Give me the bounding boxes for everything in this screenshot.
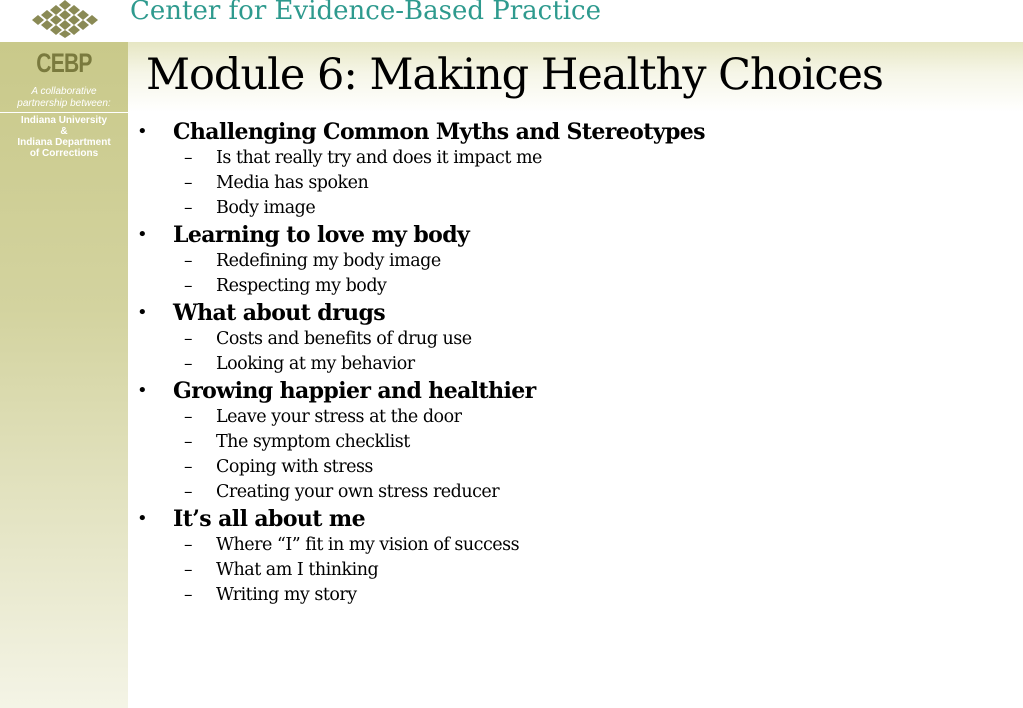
topic-item: [137, 377, 997, 505]
subtopic-label: Leave your stress at the door: [216, 407, 462, 427]
subtopic-item: [137, 171, 997, 196]
subtopic-label: Is that really try and does it impact me: [216, 148, 542, 168]
subtopic-label: Coping with stress: [216, 457, 373, 477]
sidebar: [0, 42, 128, 708]
sidebar-partners: [0, 115, 128, 159]
dash-glyph: –: [184, 173, 193, 193]
tagline-line: partnership between:: [17, 98, 111, 109]
topic-label: What about drugs: [173, 300, 386, 326]
subtopic-label: Media has spoken: [216, 173, 369, 193]
subtopic-label: Redefining my body image: [216, 251, 441, 271]
topic-label: Learning to love my body: [173, 222, 470, 248]
dash-glyph: –: [184, 432, 193, 452]
topic-item: [137, 221, 997, 299]
subtopic-label: Costs and benefits of drug use: [216, 329, 472, 349]
tagline-line: A collaborative: [31, 86, 97, 97]
topic-item: [137, 505, 997, 608]
subtopic-item: [137, 533, 997, 558]
subtopic-item: [137, 146, 997, 171]
topic-row: [137, 221, 997, 249]
dash-glyph: –: [184, 198, 193, 218]
dash-glyph: –: [184, 407, 193, 427]
subtopic-item: [137, 480, 997, 505]
partner-line: Indiana University: [20, 115, 108, 126]
subtopic-label: Creating your own stress reducer: [216, 482, 500, 502]
subtopic-item: [137, 249, 997, 274]
bullet-glyph: •: [137, 380, 148, 401]
subtopic-item: [137, 558, 997, 583]
subtopic-item: [137, 405, 997, 430]
diamond-lattice-icon: [30, 0, 100, 38]
topic-outline: [137, 118, 997, 608]
dash-glyph: –: [184, 148, 193, 168]
dash-glyph: –: [184, 354, 193, 374]
topic-label: Growing happier and healthier: [173, 378, 536, 404]
subtopic-item: [137, 430, 997, 455]
topic-label: It’s all about me: [173, 506, 365, 532]
subtopic-label: What am I thinking: [216, 560, 379, 580]
subtopic-label: Where “I” fit in my vision of success: [216, 535, 520, 555]
org-title: Center for Evidence-Based Practice: [130, 0, 601, 26]
sidebar-divider: [0, 112, 128, 113]
topic-label: Challenging Common Myths and Stereotypes: [173, 119, 705, 145]
bullet-glyph: •: [137, 121, 148, 142]
partner-line: &: [60, 126, 68, 137]
topic-item: [137, 118, 997, 221]
partner-line: Indiana Department: [17, 137, 111, 148]
dash-glyph: –: [184, 276, 193, 296]
topic-item: [137, 299, 997, 377]
subtopic-item: [137, 196, 997, 221]
subtopic-item: [137, 274, 997, 299]
dash-glyph: –: [184, 585, 193, 605]
subtopic-label: The symptom checklist: [216, 432, 410, 452]
dash-glyph: –: [184, 560, 193, 580]
topic-row: [137, 299, 997, 327]
subtopic-item: [137, 327, 997, 352]
subtopic-label: Looking at my behavior: [216, 354, 415, 374]
dash-glyph: –: [184, 251, 193, 271]
dash-glyph: –: [184, 482, 193, 502]
sidebar-brand: CEBP: [36, 48, 92, 78]
sidebar-tagline: [0, 86, 128, 110]
topic-row: [137, 377, 997, 405]
subtopic-item: [137, 455, 997, 480]
topic-row: [137, 118, 997, 146]
bullet-glyph: •: [137, 508, 148, 529]
subtopic-item: [137, 352, 997, 377]
subtopic-label: Body image: [216, 198, 316, 218]
dash-glyph: –: [184, 535, 193, 555]
dash-glyph: –: [184, 329, 193, 349]
bullet-glyph: •: [137, 224, 148, 245]
dash-glyph: –: [184, 457, 193, 477]
bullet-glyph: •: [137, 302, 148, 323]
top-band: [0, 0, 1023, 42]
subtopic-label: Writing my story: [216, 585, 357, 605]
subtopic-item: [137, 583, 997, 608]
slide-title: Module 6: Making Healthy Choices: [146, 50, 883, 100]
subtopic-label: Respecting my body: [216, 276, 387, 296]
topic-row: [137, 505, 997, 533]
partner-line: of Corrections: [29, 148, 99, 159]
